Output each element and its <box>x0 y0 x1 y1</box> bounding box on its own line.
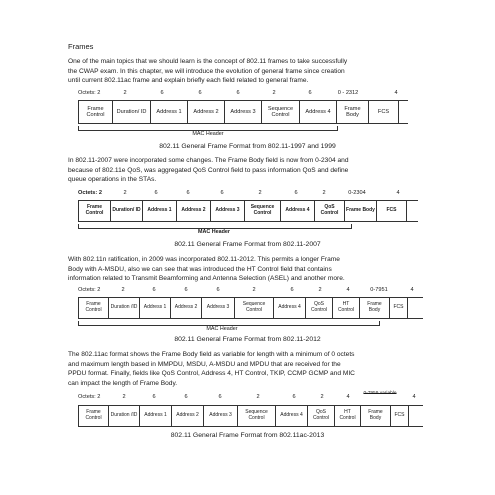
field-cell: Frame Body <box>337 101 369 123</box>
field-cell: FCS <box>377 201 407 221</box>
field-cell: QoS Control <box>308 406 335 426</box>
field-cell: Frame Control <box>79 406 109 426</box>
field-cell: FCS <box>369 101 399 123</box>
mac-header-bracket-row <box>78 222 418 234</box>
size-label: 6 <box>292 394 296 400</box>
field-cell: Duration /ID <box>109 406 140 426</box>
field-cell: FCS <box>390 298 408 318</box>
mac-header-label: MAC Header <box>206 326 238 332</box>
size-label: 2 <box>122 394 126 400</box>
text-line: can impact the length of Frame Body. <box>68 379 178 387</box>
field-cell: Address 1 <box>143 201 177 221</box>
field-cell: Address 1 <box>140 298 171 318</box>
field-cell: FCS <box>391 406 409 426</box>
field-cell: Duration/ ID <box>111 201 143 221</box>
field-cell: Frame Body <box>345 201 377 221</box>
frame-diagram-2007 <box>78 190 418 234</box>
size-label: 4 <box>346 287 350 293</box>
frame-diagram-1997 <box>78 90 408 136</box>
text-line: information related to Transmit Beamforming and Antenna Selection (ASEL) and another more. <box>68 275 345 283</box>
size-label: 2 <box>318 287 322 293</box>
size-label: 2 <box>272 90 276 96</box>
size-label: 4 <box>410 287 414 293</box>
octets-label: Octets: 2 <box>78 394 101 400</box>
figure-caption: 802.11 General Frame Format from 802.11-2012 <box>174 336 321 343</box>
size-label: 4 <box>396 190 400 196</box>
field-cell: Address 3 <box>202 298 235 318</box>
field-cell: Frame Control <box>79 298 109 318</box>
figure-caption: 802.11 General Frame Format from 802.11ac-2013 <box>170 432 325 439</box>
frame-diagram-11ac <box>78 391 423 427</box>
text-line: The 802.11ac format shows the Frame Body field as variable for length with a minimum of 0 octets <box>68 351 355 358</box>
field-cell: Frame Control <box>79 101 113 123</box>
octet-sizes-row <box>78 190 418 200</box>
size-label: 0-2304 <box>348 190 366 196</box>
size-label: 6 <box>236 90 240 96</box>
size-label: 6 <box>186 190 190 196</box>
size-label: 0 - 2312 <box>337 90 359 96</box>
field-cell: Frame Body <box>360 298 390 318</box>
paragraph-2012 <box>68 255 428 284</box>
field-cell: Address 3 <box>225 101 262 123</box>
text-line: One of the main topics that we should learn is the concept of 802.11 frames to take successfully <box>68 58 348 65</box>
size-label: 0-7951 <box>370 287 388 293</box>
text-line: because of 802.11e QoS, was aggregated QoS Control field to pass information QoS and define <box>68 166 349 174</box>
text-line: PPDU format. Finally, fields like QoS Control, Address 4, HT Control, TKIP, CCMP GCMP and MIC <box>68 370 355 378</box>
size-label: 6 <box>290 287 294 293</box>
field-cell: Address 4 <box>274 298 306 318</box>
size-label: 2 <box>123 190 127 196</box>
size-label: 6 <box>152 394 156 400</box>
paragraph-11ac <box>68 350 428 388</box>
size-label: 6 <box>294 190 298 196</box>
frame-fields <box>78 297 423 319</box>
size-label-variable: 0-7959 variable <box>363 391 397 396</box>
octets-label: Octets: 2 <box>78 287 101 293</box>
frame-fields <box>78 100 408 124</box>
figure-caption: 802.11 General Frame Format from 802.11-1997 and 1999 <box>159 143 336 150</box>
mac-header-bracket-row <box>78 319 423 331</box>
field-cell: HT Control <box>335 406 361 426</box>
field-cell: Frame Body <box>361 406 391 426</box>
text-line: the CWAP exam. In this chapter, we will introduce the evolution of general frame since creation <box>68 67 345 75</box>
field-cell: HT Control <box>333 298 360 318</box>
field-cell: Address 4 <box>300 101 337 123</box>
field-cell: Address 4 <box>281 201 315 221</box>
field-cell: Address 2 <box>171 298 202 318</box>
field-cell: Frame Control <box>79 201 111 221</box>
size-label: 4 <box>346 394 350 400</box>
field-cell: Address 2 <box>177 201 211 221</box>
size-label: 2 <box>320 394 324 400</box>
mac-header-label: MAC Header <box>192 131 224 137</box>
size-label: 6 <box>152 287 156 293</box>
text-line: and maximum length based in MMPDU, MSDU, A-MSDU and MPDU that are received for the <box>68 360 341 368</box>
text-line: With 802.11n ratification, in 2009 was incorporated 802.11-2012. This permits a longer Frame <box>68 256 340 263</box>
octet-sizes-row <box>78 287 423 297</box>
size-label: 6 <box>220 190 224 196</box>
size-label: 6 <box>216 287 220 293</box>
field-cell: Sequence Control <box>262 101 300 123</box>
size-label: 2 <box>252 287 256 293</box>
field-cell: Sequence Control <box>245 201 281 221</box>
size-label: 6 <box>198 90 202 96</box>
size-label: 6 <box>184 287 188 293</box>
text-line: Body with A-MSDU, also we can see that was introduced the HT Control field that contains <box>68 265 332 273</box>
text-line: until current 802.11ac frame and explain briefly each field related to general frame. <box>68 77 309 85</box>
section-heading: Frames <box>68 42 94 51</box>
size-label: 6 <box>308 90 312 96</box>
mac-header-label: MAC Header <box>197 229 231 235</box>
octet-sizes-row <box>78 90 408 100</box>
size-label: 2 <box>322 190 326 196</box>
size-label: 6 <box>154 190 158 196</box>
frame-diagram-2012 <box>78 287 423 331</box>
text-line: In 802.11-2007 were incorporated some changes. The Frame Body field is now from 0-2304 and <box>68 157 349 164</box>
field-cell: Address 3 <box>204 406 238 426</box>
size-label: 2 <box>123 90 127 96</box>
field-cell: Address 3 <box>211 201 245 221</box>
field-cell: QoS Control <box>315 201 345 221</box>
field-cell: Address 2 <box>172 406 204 426</box>
paragraph-2007 <box>68 156 428 185</box>
field-cell: Duration /ID <box>109 298 140 318</box>
frame-fields <box>78 405 423 427</box>
field-cell: Address 4 <box>276 406 308 426</box>
field-cell: QoS Control <box>306 298 333 318</box>
mac-header-bracket-row <box>78 124 408 136</box>
field-cell: Sequence Control <box>238 406 276 426</box>
octets-label: Octets: 2 <box>78 190 102 196</box>
size-label: 4 <box>394 90 398 96</box>
octet-sizes-row <box>78 391 423 405</box>
size-label: 6 <box>184 394 188 400</box>
text-line: queue operations in the STAs. <box>68 176 157 184</box>
size-label: 2 <box>258 190 262 196</box>
octets-label: Octets: 2 <box>78 90 101 96</box>
size-label: 6 <box>160 90 164 96</box>
size-label: 2 <box>256 394 260 400</box>
size-label: 6 <box>218 394 222 400</box>
size-label: 4 <box>412 394 416 400</box>
size-label: 2 <box>121 287 125 293</box>
field-cell: Address 1 <box>151 101 188 123</box>
frame-fields <box>78 200 418 222</box>
field-cell: Sequence Control <box>235 298 274 318</box>
field-cell: Address 1 <box>140 406 172 426</box>
field-cell: Address 2 <box>188 101 225 123</box>
intro-paragraph <box>68 57 428 86</box>
field-cell: Duration/ ID <box>113 101 151 123</box>
figure-caption: 802.11 General Frame Format from 802.11-2007 <box>174 241 321 248</box>
